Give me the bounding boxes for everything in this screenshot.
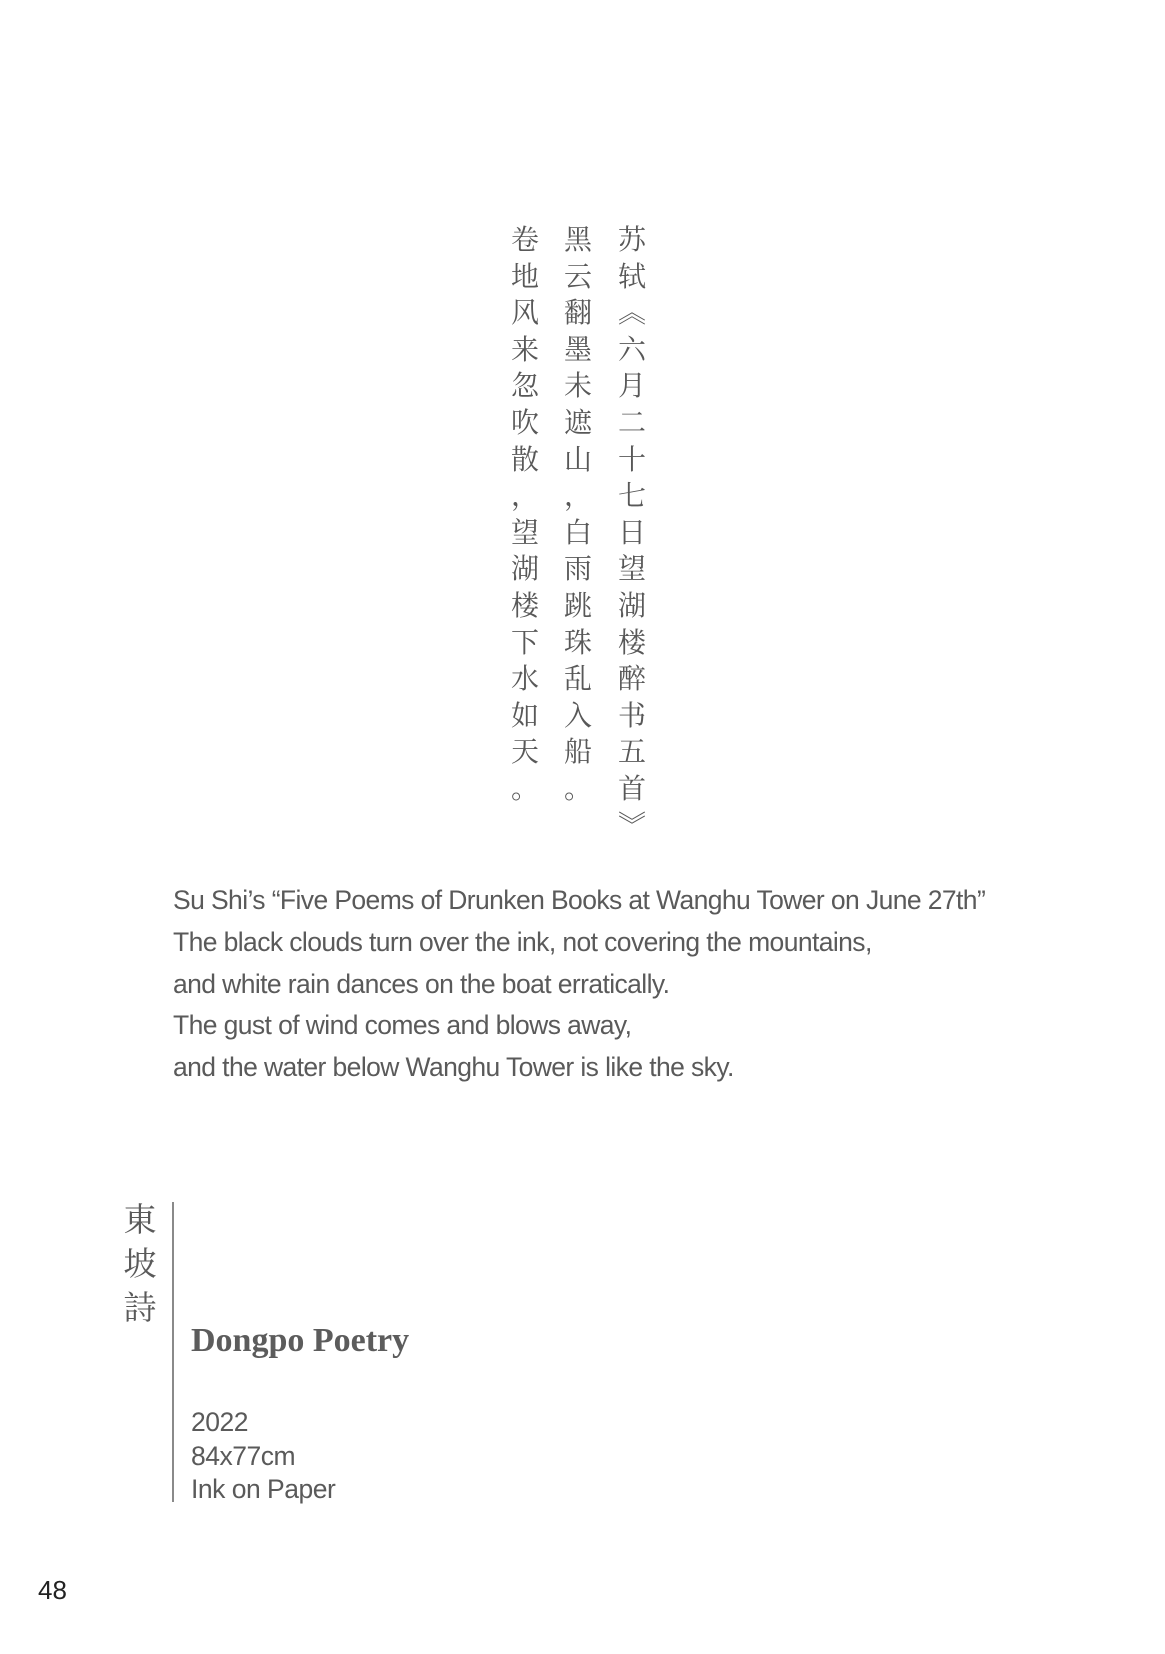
translation-line: The black clouds turn over the ink, not covering the mountains, bbox=[173, 926, 872, 957]
poem-column-line-1 bbox=[558, 222, 598, 808]
vertical-glyph: 坡 bbox=[123, 1244, 157, 1283]
artwork-year: 2022 bbox=[191, 1407, 248, 1437]
poem-column-line-2 bbox=[505, 222, 545, 808]
vertical-glyph: 醉 bbox=[617, 662, 646, 696]
vertical-glyph: 月 bbox=[617, 369, 646, 403]
vertical-glyph: 十 bbox=[617, 442, 646, 476]
vertical-glyph: 苏 bbox=[617, 223, 646, 256]
vertical-glyph: 黑 bbox=[563, 223, 592, 256]
vertical-glyph: 乱 bbox=[563, 662, 592, 696]
vertical-glyph: 云 bbox=[563, 259, 592, 293]
vertical-glyph: 詩 bbox=[123, 1288, 157, 1327]
artwork-details bbox=[191, 1406, 335, 1507]
vertical-glyph: 望 bbox=[617, 552, 646, 586]
vertical-glyph: 。 bbox=[510, 771, 539, 805]
vertical-glyph: 。 bbox=[563, 771, 592, 805]
vertical-glyph: 湖 bbox=[617, 588, 646, 622]
vertical-glyph: 六 bbox=[617, 332, 646, 366]
vertical-glyph: 风 bbox=[510, 296, 539, 330]
vertical-glyph: 天 bbox=[510, 735, 539, 769]
vertical-glyph: 地 bbox=[510, 259, 539, 293]
vertical-glyph: 雨 bbox=[563, 552, 592, 586]
vertical-glyph: 未 bbox=[563, 369, 592, 403]
vertical-glyph: 珠 bbox=[563, 625, 592, 659]
vertical-glyph: 二 bbox=[617, 405, 646, 439]
vertical-glyph: ， bbox=[510, 479, 539, 513]
vertical-glyph: 楼 bbox=[510, 588, 539, 622]
vertical-glyph: 吹 bbox=[510, 405, 539, 439]
vertical-poem bbox=[500, 222, 660, 842]
translation-line: Su Shi’s “Five Poems of Drunken Books at Wanghu Tower on June 27th” bbox=[173, 885, 986, 915]
poem-column-title bbox=[612, 222, 652, 844]
vertical-glyph: 书 bbox=[617, 698, 646, 732]
vertical-glyph: 山 bbox=[563, 442, 592, 476]
vertical-glyph: 東 bbox=[123, 1200, 157, 1239]
vertical-glyph: 遮 bbox=[563, 405, 592, 439]
vertical-glyph: ︾ bbox=[617, 808, 646, 842]
vertical-glyph: 五 bbox=[617, 735, 646, 769]
vertical-glyph: 来 bbox=[510, 332, 539, 366]
vertical-glyph: 散 bbox=[510, 442, 539, 476]
vertical-glyph: ︽ bbox=[617, 296, 646, 330]
vertical-divider bbox=[172, 1202, 174, 1502]
translation-line: and the water below Wanghu Tower is like the sky. bbox=[173, 1052, 734, 1083]
vertical-glyph: 白 bbox=[563, 515, 592, 549]
vertical-glyph: 下 bbox=[510, 625, 539, 659]
artwork-medium: Ink on Paper bbox=[191, 1474, 336, 1504]
artwork-title: Dongpo Poetry bbox=[191, 1322, 410, 1359]
vertical-glyph: 船 bbox=[563, 735, 592, 769]
english-translation bbox=[173, 880, 1093, 1089]
vertical-glyph: 湖 bbox=[510, 552, 539, 586]
vertical-glyph: 卷 bbox=[510, 223, 539, 256]
vertical-glyph: 入 bbox=[563, 698, 592, 732]
vertical-glyph: 翻 bbox=[563, 296, 592, 330]
vertical-glyph: 日 bbox=[617, 515, 646, 549]
artwork-dimensions: 84x77cm bbox=[191, 1440, 296, 1471]
vertical-glyph: ， bbox=[563, 479, 592, 513]
vertical-glyph: 轼 bbox=[617, 259, 646, 293]
vertical-glyph: 跳 bbox=[563, 588, 592, 622]
vertical-glyph: 七 bbox=[617, 479, 646, 513]
chinese-side-title bbox=[118, 1198, 162, 1330]
vertical-glyph: 望 bbox=[510, 515, 539, 549]
vertical-glyph: 首 bbox=[617, 771, 646, 805]
vertical-glyph: 如 bbox=[510, 698, 539, 732]
translation-line: The gust of wind comes and blows away, bbox=[173, 1010, 632, 1041]
vertical-glyph: 忽 bbox=[510, 369, 539, 403]
page-number: 48 bbox=[38, 1575, 67, 1605]
vertical-glyph: 楼 bbox=[617, 625, 646, 659]
vertical-glyph: 水 bbox=[510, 662, 539, 696]
translation-line: and white rain dances on the boat erratically. bbox=[173, 968, 670, 999]
vertical-glyph: 墨 bbox=[563, 332, 592, 366]
